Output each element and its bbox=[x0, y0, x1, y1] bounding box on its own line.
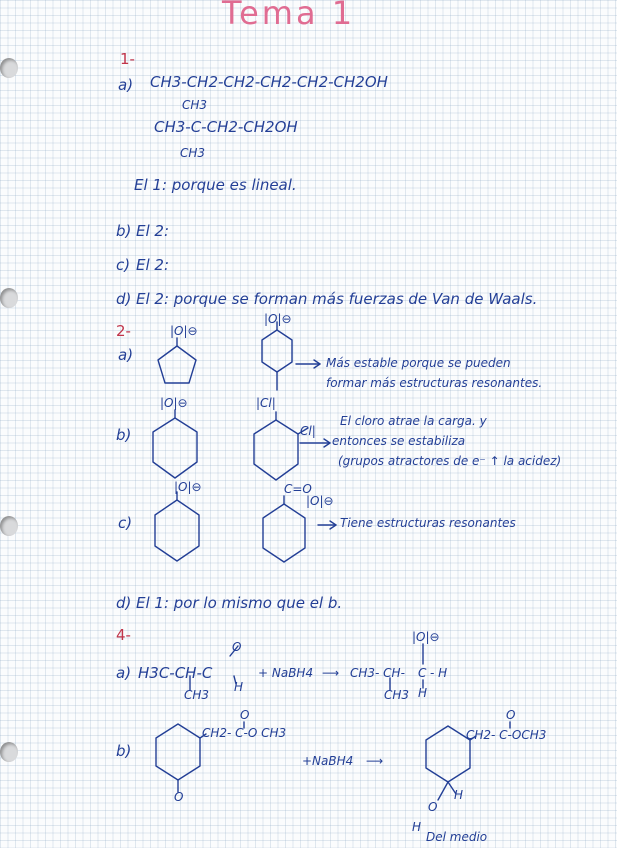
oxygen-label: O bbox=[174, 790, 184, 804]
chloro-label: Cl| bbox=[300, 424, 316, 438]
item-label: c) bbox=[116, 256, 131, 274]
ring-hexagon bbox=[155, 500, 199, 561]
binder-hole bbox=[0, 58, 18, 78]
arrowhead bbox=[330, 521, 336, 529]
arrowhead bbox=[324, 439, 330, 447]
carbonyl-label: C=O bbox=[284, 482, 312, 496]
substituent-label: CH2- C-O CH3 bbox=[202, 726, 287, 740]
product-formula: CH3- CH- bbox=[350, 666, 405, 680]
arrowhead bbox=[314, 360, 320, 368]
anion-label: |O|⊖ bbox=[412, 630, 440, 644]
answer-text: El 2: porque se forman más fuerzas de Van de Waals. bbox=[136, 290, 538, 308]
product-carbon: C bbox=[418, 666, 427, 680]
item-label: b) bbox=[116, 742, 132, 760]
anion-label: |O|⊖ bbox=[170, 324, 198, 338]
item-label: d) bbox=[116, 290, 132, 308]
anion-label: |O|⊖ bbox=[160, 396, 188, 410]
ring-pentagon bbox=[158, 346, 196, 383]
note-text: El cloro atrae la carga. y bbox=[340, 414, 487, 428]
item-label: d) bbox=[116, 594, 132, 612]
oxygen-label: O bbox=[506, 708, 516, 722]
item-label: a) bbox=[118, 346, 134, 364]
chloro-label: |Cl| bbox=[256, 396, 276, 410]
binder-hole bbox=[0, 742, 18, 762]
branch-label: CH3 bbox=[384, 688, 410, 702]
answer-text: El 2: bbox=[136, 222, 170, 240]
reagent-text: + NaBH4 bbox=[258, 666, 314, 680]
hydrogen-label: H bbox=[234, 680, 244, 694]
note-text: Tiene estructuras resonantes bbox=[340, 516, 516, 530]
ring-hexagon bbox=[156, 724, 200, 780]
ring-hexagon bbox=[426, 726, 470, 782]
note-text: formar más estructuras resonantes. bbox=[326, 376, 543, 390]
reaction-arrow: ⟶ bbox=[322, 666, 340, 680]
binder-hole bbox=[0, 516, 18, 536]
hydrogen-label: H bbox=[412, 820, 422, 834]
answer-text: El 1: por lo mismo que el b. bbox=[136, 594, 343, 612]
reaction-arrow: ⟶ bbox=[366, 754, 384, 768]
ring-hexagon bbox=[262, 330, 292, 372]
substituent-label: CH2- C-OCH3 bbox=[466, 728, 547, 742]
item-label: b) bbox=[116, 222, 132, 240]
oxygen-label: O bbox=[428, 800, 438, 814]
branch-label: CH3 bbox=[180, 146, 206, 160]
product-hydrogen: - H bbox=[430, 666, 448, 680]
anion-label: |O|⊖ bbox=[174, 480, 202, 494]
branch-label: CH3 bbox=[184, 688, 210, 702]
section-number: 1- bbox=[120, 50, 135, 68]
formula-line: CH3-CH2-CH2-CH2-CH2-CH2OH bbox=[150, 73, 388, 91]
section-number: 2- bbox=[116, 322, 131, 340]
hydrogen-label: H bbox=[418, 686, 428, 700]
note-text: (grupos atractores de e⁻ ↑ la acidez) bbox=[338, 454, 562, 468]
ring-hexagon bbox=[263, 504, 305, 562]
branch-label: CH3 bbox=[182, 98, 208, 112]
note-text: Más estable porque se pueden bbox=[326, 356, 511, 370]
item-label: c) bbox=[118, 514, 133, 532]
reactant-formula: H3C-CH-C bbox=[138, 664, 213, 682]
ring-hexagon bbox=[153, 418, 197, 478]
oxygen-label: O bbox=[240, 708, 250, 722]
ring-hexagon bbox=[254, 420, 298, 480]
binder-hole bbox=[0, 288, 18, 308]
page-title: Tema 1 bbox=[222, 0, 356, 32]
formula-line: CH3-C-CH2-CH2OH bbox=[154, 118, 298, 136]
answer-text: El 2: bbox=[136, 256, 170, 274]
anion-label: |O|⊖ bbox=[306, 494, 334, 508]
item-label: a) bbox=[116, 664, 132, 682]
item-label: b) bbox=[116, 426, 132, 444]
item-label: a) bbox=[118, 76, 134, 94]
oxygen-label: O bbox=[232, 640, 242, 654]
note-text: entonces se estabiliza bbox=[332, 434, 466, 448]
reagent-text: +NaBH4 bbox=[302, 754, 354, 768]
anion-label: |O|⊖ bbox=[264, 312, 292, 326]
bond bbox=[438, 782, 448, 800]
note-text: Del medio bbox=[426, 830, 488, 844]
hydrogen-label: H bbox=[454, 788, 464, 802]
section-number: 4- bbox=[116, 626, 131, 644]
answer-text: El 1: porque es lineal. bbox=[134, 176, 297, 194]
